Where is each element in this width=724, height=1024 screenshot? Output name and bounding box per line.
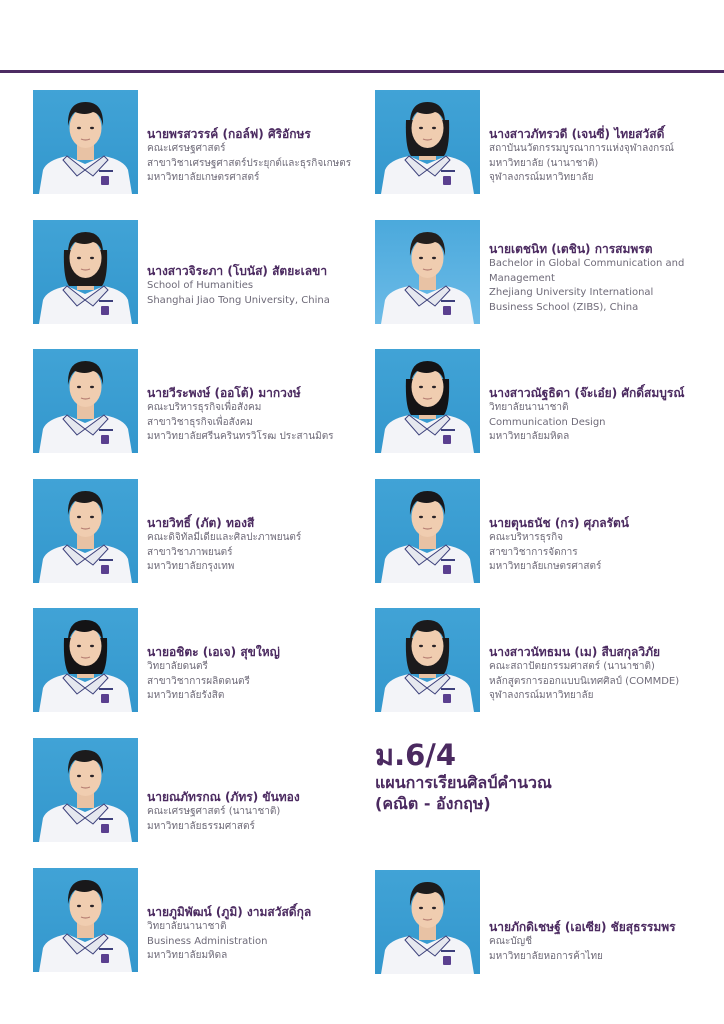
study-plan-title: แผนการเรียนศิลป์คำนวณ xyxy=(375,773,552,792)
student-portrait xyxy=(375,90,480,194)
student-card xyxy=(33,479,373,589)
admission-detail: มหาวิทยาลัยมหิดล xyxy=(147,950,228,961)
admission-detail: มหาวิทยาลัยเกษตรศาสตร์ xyxy=(147,172,260,183)
admission-detail: หลักสูตรการออกแบบนิเทศศิลป์ (COMMDE) xyxy=(489,675,680,687)
student-portrait xyxy=(33,479,138,583)
student-info xyxy=(489,127,715,200)
admission-detail: สาขาวิชาการผลิตดนตรี xyxy=(147,675,250,687)
student-card xyxy=(375,349,715,459)
student-name: นายวิทธิ์ (ภัต) ทองสี xyxy=(147,516,255,530)
student-name: นางสาวณัฐธิดา (จ๊ะเอ๋ย) ศักดิ์สมบูรณ์ xyxy=(489,386,685,400)
student-name: นายณภัทรกณ (ภัทร) ขันทอง xyxy=(147,790,300,804)
student-name: นางสาวนัทธมน (เม) สืบสกุลวิภัย xyxy=(489,645,661,659)
admission-detail: คณะสถาปัตยกรรมศาสตร์ (นานาชาติ) xyxy=(489,661,655,672)
admission-detail: สาขาวิชาการจัดการ xyxy=(489,546,578,558)
student-name: นายตุนธนัช (กร) ศุภลรัตน์ xyxy=(489,516,629,530)
student-portrait xyxy=(33,349,138,453)
student-info xyxy=(489,242,715,330)
student-info xyxy=(147,905,373,978)
student-card xyxy=(375,479,715,589)
student-card xyxy=(375,90,715,200)
student-portrait xyxy=(375,608,480,712)
admission-detail: วิทยาลัยนานาชาติ xyxy=(147,921,227,932)
student-name: นางสาวภัทรวดี (เจนซี่) ไทยสวัสดิ์ xyxy=(489,127,665,141)
student-card xyxy=(33,220,373,330)
student-name: นายอชิตะ (เอเจ) สุขใหญ่ xyxy=(147,645,280,659)
student-info xyxy=(147,127,373,200)
student-name: นางสาวจิระภา (โบนัส) สัตยะเลขา xyxy=(147,264,328,278)
student-portrait xyxy=(33,738,138,842)
student-info xyxy=(147,386,373,459)
student-portrait xyxy=(375,479,480,583)
admission-detail: คณะบริหารธุรกิจเพื่อสังคม xyxy=(147,402,262,413)
student-card xyxy=(33,738,373,848)
student-card xyxy=(33,868,373,978)
student-card xyxy=(375,608,715,718)
admission-detail: คณะเศรษฐศาสตร์ xyxy=(147,143,226,154)
admission-detail: สาขาวิชาภาพยนตร์ xyxy=(147,546,233,558)
student-portrait xyxy=(375,220,480,324)
class-code: ม.6/4 xyxy=(375,738,457,772)
admission-detail: Business Administration xyxy=(147,935,268,947)
student-name: นายเตชนิท (เตชิน) การสมพรต xyxy=(489,242,653,256)
student-card xyxy=(375,220,715,330)
admission-detail: มหาวิทยาลัยเกษตรศาสตร์ xyxy=(489,561,602,572)
admission-detail: Management xyxy=(489,272,555,284)
admission-detail: สถาบันนวัตกรรมบูรณาการแห่งจุฬาลงกรณ์ xyxy=(489,143,674,154)
admission-detail: คณะดิจิทัลมีเดียและศิลปะภาพยนตร์ xyxy=(147,532,302,543)
student-name: นายวีระพงษ์ (ออโต้) มากวงษ์ xyxy=(147,386,301,400)
student-info xyxy=(147,645,373,718)
student-info xyxy=(147,790,373,848)
student-name: นายพรสวรรค์ (กอล์ฟ) ศิริอักษร xyxy=(147,127,311,141)
student-name: นายภักดิเชษฐ์ (เอเซีย) ชัยสุธรรมพร xyxy=(489,920,676,934)
admission-detail: จุฬาลงกรณ์มหาวิทยาลัย xyxy=(489,690,594,701)
admission-detail: วิทยาลัยนานาชาติ xyxy=(489,402,569,413)
admission-detail: คณะบัญชี xyxy=(489,936,532,947)
admission-detail: Shanghai Jiao Tong University, China xyxy=(147,294,330,306)
admission-detail: จุฬาลงกรณ์มหาวิทยาลัย xyxy=(489,172,594,183)
admission-detail: มหาวิทยาลัยรังสิต xyxy=(147,690,225,701)
admission-detail: คณะบริหารธุรกิจ xyxy=(489,532,564,543)
admission-detail: School of Humanities xyxy=(147,280,254,291)
student-info xyxy=(489,516,715,589)
student-portrait xyxy=(33,608,138,712)
admission-detail: คณะเศรษฐศาสตร์ (นานาชาติ) xyxy=(147,806,281,817)
student-card xyxy=(33,608,373,718)
admission-detail: มหาวิทยาลัยมหิดล xyxy=(489,431,570,442)
top-divider xyxy=(0,70,724,73)
student-info xyxy=(489,920,715,980)
admission-detail: Bachelor in Global Communication and xyxy=(489,258,685,269)
admission-detail: สาขาวิชาเศรษฐศาสตร์ประยุกต์และธุรกิจเกษตร xyxy=(147,157,352,169)
student-info xyxy=(147,264,373,330)
admission-detail: วิทยาลัยดนตรี xyxy=(147,661,208,672)
student-name: นายภูมิพัฒน์ (ภูมิ) งามสวัสดิ์กุล xyxy=(147,905,312,919)
admission-detail: มหาวิทยาลัย (นานาชาติ) xyxy=(489,157,599,169)
student-card xyxy=(33,90,373,200)
student-info xyxy=(147,516,373,589)
admission-detail: มหาวิทยาลัยศรีนครินทรวิโรฒ ประสานมิตร xyxy=(147,431,334,442)
student-info xyxy=(489,645,715,718)
student-info xyxy=(489,386,715,459)
admission-detail: มหาวิทยาลัยหอการค้าไทย xyxy=(489,950,603,962)
student-card xyxy=(375,870,715,980)
student-portrait xyxy=(375,870,480,974)
student-portrait xyxy=(33,90,138,194)
admission-detail: Communication Design xyxy=(489,416,606,428)
study-plan-subtitle: (คณิต - อังกฤษ) xyxy=(375,794,491,813)
student-portrait xyxy=(33,220,138,324)
student-portrait xyxy=(375,349,480,453)
student-card xyxy=(33,349,373,459)
student-portrait xyxy=(33,868,138,972)
admission-detail: สาขาวิชาธุรกิจเพื่อสังคม xyxy=(147,416,253,428)
admission-detail: มหาวิทยาลัยกรุงเทพ xyxy=(147,561,235,572)
admission-detail: Zhejiang University International xyxy=(489,287,654,298)
admission-detail: Business School (ZIBS), China xyxy=(489,301,639,313)
admission-detail: มหาวิทยาลัยธรรมศาสตร์ xyxy=(147,820,255,832)
class-section-heading xyxy=(375,738,552,814)
